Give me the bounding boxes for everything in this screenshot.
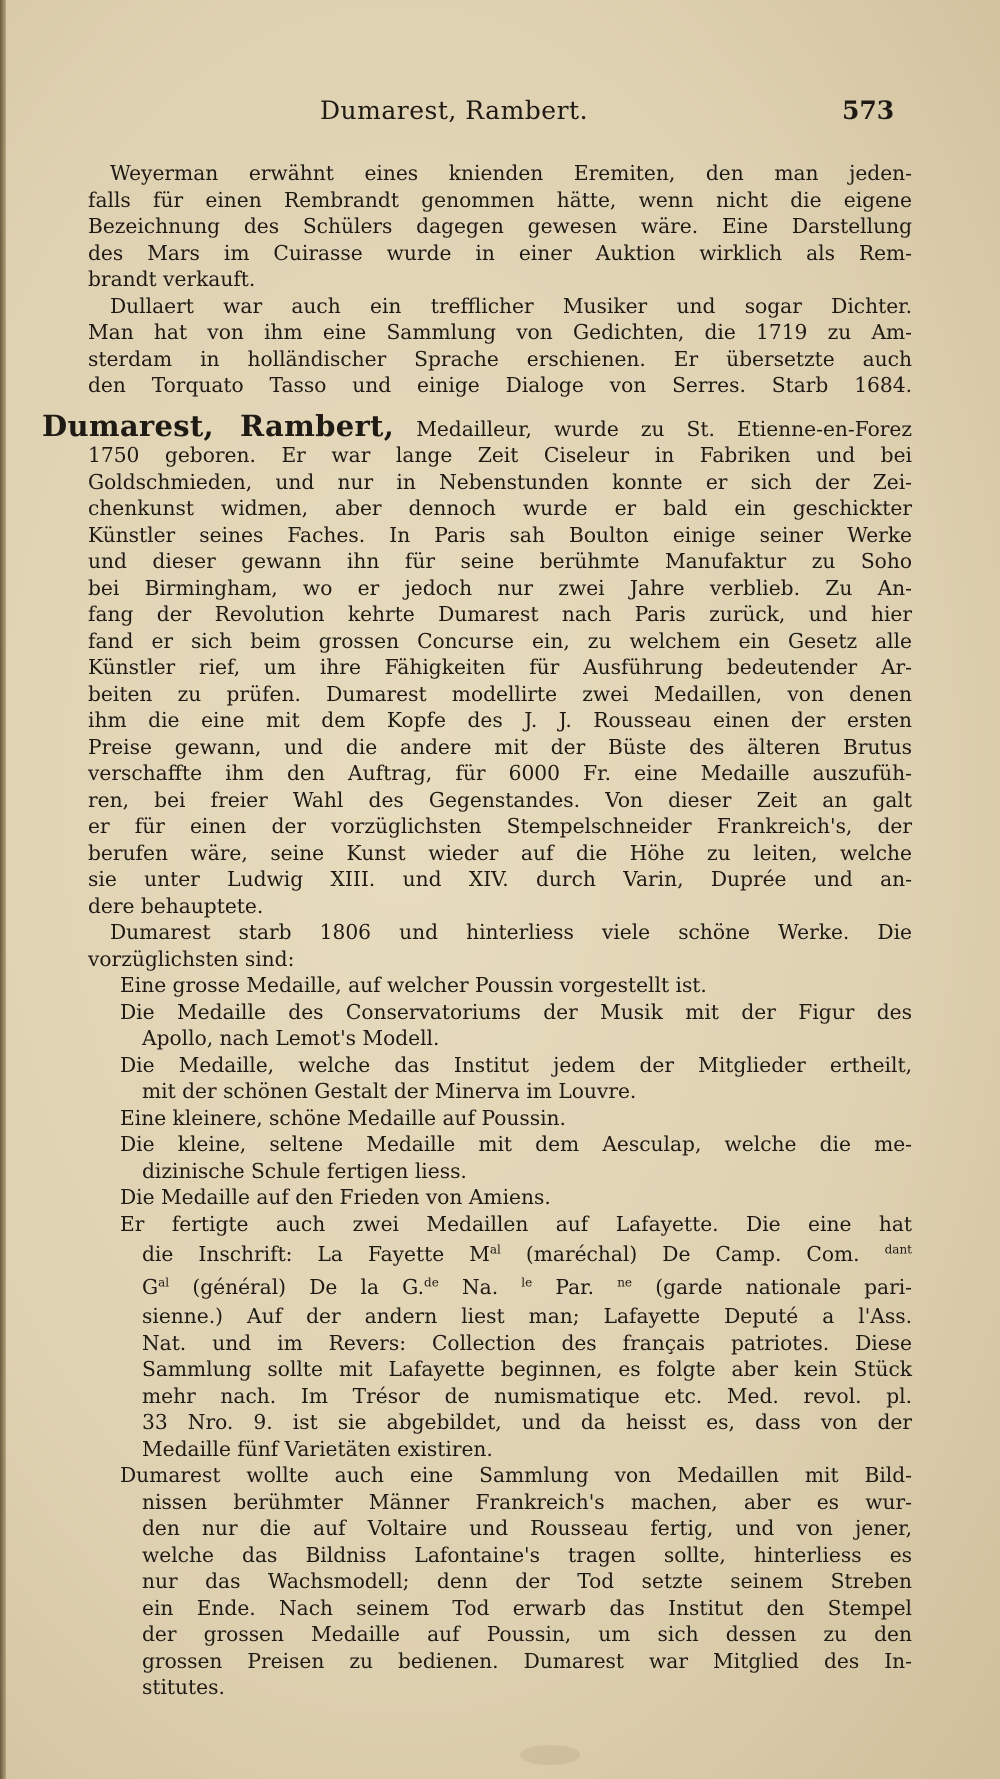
works-intro: [42, 919, 912, 972]
prev-entry-paragraph-2: [42, 293, 912, 399]
text-line: Die Medaille auf den Frieden von Amiens.: [120, 1185, 551, 1209]
text-line: Nat. und im Revers: Collection des français patriotes. Diese: [142, 1330, 912, 1355]
text-span: (garde nationale pari-: [632, 1275, 913, 1299]
text-line: chenkunst widmen, aber dennoch wurde er bald ein geschickter: [88, 496, 912, 520]
header-title: Dumarest, Rambert.: [320, 96, 589, 125]
text-line: vorzüglichsten sind:: [88, 946, 295, 971]
text-line: Künstler seines Faches. In Paris sah Boulton einige seiner Werke: [88, 522, 912, 547]
text-line: Die kleine, seltene Medaille mit dem Aesculap, welche die me-: [120, 1132, 912, 1156]
text-line: mehr nach. Im Trésor de numismatique etc. Med. revol. pl.: [142, 1383, 912, 1408]
text-line: verschaffte ihm den Auftrag, für 6000 Fr. eine Medaille auszufüh-: [88, 761, 912, 785]
text-line: Bezeichnung des Schülers dagegen gewesen wäre. Eine Darstellung: [88, 214, 912, 238]
work-item: [42, 1184, 912, 1211]
text-line: Apollo, nach Lemot's Modell.: [142, 1026, 440, 1050]
text-line: nissen berühmter Männer Frankreich's machen, aber es wur-: [142, 1489, 912, 1514]
text-span: Par.: [532, 1275, 594, 1299]
text-line: 33 Nro. 9. ist sie abgebildet, und da heisst es, dass von der: [142, 1410, 912, 1434]
text-line: den nur die auf Voltaire und Rousseau fertig, und von jener,: [142, 1516, 912, 1540]
page-binding-edge: [0, 0, 6, 1779]
text-line: Die Medaille, welche das Institut jedem der Mitglieder ertheilt,: [120, 1052, 912, 1077]
text-line: er für einen der vorzüglichsten Stempelschneider Frankreich's, der: [88, 814, 912, 838]
work-item: [42, 972, 912, 999]
superscript: dant: [884, 1242, 912, 1257]
text-line: Man hat von ihm eine Sammlung von Gedichten, die 1719 zu Am-: [88, 320, 912, 344]
text-line: Dullaert war auch ein trefflicher Musiker und sogar Dichter.: [110, 293, 912, 318]
text-line: nur das Wachsmodell; denn der Tod setzte seinem Streben: [142, 1569, 912, 1593]
text-line: Künstler rief, um ihre Fähigkeiten für Ausführung bedeutender Ar-: [88, 655, 912, 679]
text-line: fand er sich beim grossen Concurse ein, zu welchem ein Gesetz alle: [88, 628, 912, 653]
text-line: Sammlung sollte mit Lafayette beginnen, es folgte aber kein Stück: [142, 1357, 912, 1381]
work-item-lafayette: [42, 1211, 912, 1463]
superscript: de: [424, 1275, 439, 1290]
text-span: die Inschrift: La Fayette M: [142, 1242, 490, 1266]
text-line: Medaille fünf Varietäten existiren.: [142, 1436, 493, 1461]
final-detail: [120, 1489, 912, 1701]
text-line: bei Birmingham, wo er jedoch nur zwei Jahre verblieb. Zu An-: [88, 575, 912, 600]
text-line: Eine grosse Medaille, auf welcher Poussin vorgestellt ist.: [120, 973, 707, 997]
text-line: Dumarest wollte auch eine Sammlung von Medaillen mit Bild-: [120, 1463, 912, 1487]
superscript: le: [521, 1275, 533, 1290]
work-item: [42, 1105, 912, 1132]
text-line: Weyerman erwähnt eines knienden Eremiten, den man jeden-: [110, 161, 912, 185]
entry-first-line: [42, 408, 912, 443]
text-line: grossen Preisen zu bedienen. Dumarest war Mitglied des In-: [142, 1648, 912, 1673]
text-line: Er fertigte auch zwei Medaillen auf Lafayette. Die eine hat: [120, 1211, 912, 1236]
paper-stain: [520, 1745, 580, 1765]
text-line: Preise gewann, und die andere mit der Büste des älteren Brutus: [88, 734, 912, 759]
text-line: brandt verkauft.: [88, 267, 256, 291]
text-line: welche das Bildniss Lafontaine's tragen sollte, hinterliess es: [142, 1542, 912, 1567]
text-span: G: [142, 1275, 159, 1299]
text-line: 1750 geboren. Er war lange Zeit Ciseleur in Fabriken und bei: [88, 443, 912, 467]
text-line: ein Ende. Nach seinem Tod erwarb das Institut den Stempel: [142, 1595, 912, 1620]
prev-entry-paragraph-1: [42, 160, 912, 293]
text-line: fang der Revolution kehrte Dumarest nach Paris zurück, und hier: [88, 602, 912, 626]
text-line: des Mars im Cuirasse wurde in einer Auktion wirklich als Rem-: [88, 240, 912, 265]
page-number: 573: [842, 96, 895, 125]
entry-first-line-text: Medailleur, wurde zu St. Etienne-en-Forez: [416, 416, 912, 441]
text-line: Die Medaille des Conservatoriums der Musik mit der Figur des: [120, 999, 912, 1024]
work-item-final: [42, 1462, 912, 1701]
text-span: (général) De la G.: [169, 1275, 425, 1299]
body-text: [42, 160, 912, 1701]
text-line: Eine kleinere, schöne Medaille auf Poussin.: [120, 1105, 566, 1130]
text-span: (maréchal) De Camp. Com.: [500, 1242, 860, 1266]
text-line: und dieser gewann ihn für seine berühmte Manufaktur zu Soho: [88, 549, 912, 573]
text-line: mit der schönen Gestalt der Minerva im Louvre.: [142, 1079, 637, 1103]
running-header: [0, 96, 1000, 136]
text-line: stitutes.: [142, 1675, 225, 1699]
text-line: sienne.) Auf der andern liest man; Lafayette Deputé a l'Ass.: [142, 1304, 912, 1328]
work-item: [42, 1052, 912, 1105]
work-item: [42, 1131, 912, 1184]
entry-headword: Dumarest, Rambert,: [42, 408, 395, 443]
superscript: al: [489, 1242, 501, 1257]
inscription-line-1: [142, 1237, 912, 1271]
text-line: sie unter Ludwig XIII. und XIV. durch Varin, Duprée und an-: [88, 867, 912, 891]
work-item: [42, 999, 912, 1052]
entry-biography: [42, 442, 912, 919]
text-line: beiten zu prüfen. Dumarest modellirte zwei Medaillen, von denen: [88, 681, 912, 706]
text-line: sterdam in holländischer Sprache erschienen. Er übersetzte auch: [88, 346, 912, 371]
text-line: falls für einen Rembrandt genommen hätte, wenn nicht die eigene: [88, 187, 912, 212]
inscription-line-2: [142, 1271, 912, 1303]
text-line: Goldschmieden, und nur in Nebenstunden konnte er sich der Zei-: [88, 469, 912, 494]
text-line: Dumarest starb 1806 und hinterliess viele schöne Werke. Die: [110, 920, 912, 944]
text-line: ihm die eine mit dem Kopfe des J. J. Rousseau einen der ersten: [88, 708, 912, 732]
text-line: der grossen Medaille auf Poussin, um sich dessen zu den: [142, 1622, 912, 1646]
text-line: ren, bei freier Wahl des Gegenstandes. Von dieser Zeit an galt: [88, 787, 912, 812]
superscript: ne: [617, 1275, 633, 1290]
superscript: al: [158, 1275, 170, 1290]
text-line: berufen wäre, seine Kunst wieder auf die Höhe zu leiten, welche: [88, 840, 912, 865]
text-line: dizinische Schule fertigen liess.: [142, 1158, 467, 1183]
text-span: Na.: [438, 1275, 499, 1299]
text-line: den Torquato Tasso und einige Dialoge von Serres. Starb 1684.: [88, 373, 912, 397]
lafayette-detail: [120, 1237, 912, 1462]
works-list: [42, 972, 912, 1701]
text-line: dere behauptete.: [88, 893, 264, 918]
